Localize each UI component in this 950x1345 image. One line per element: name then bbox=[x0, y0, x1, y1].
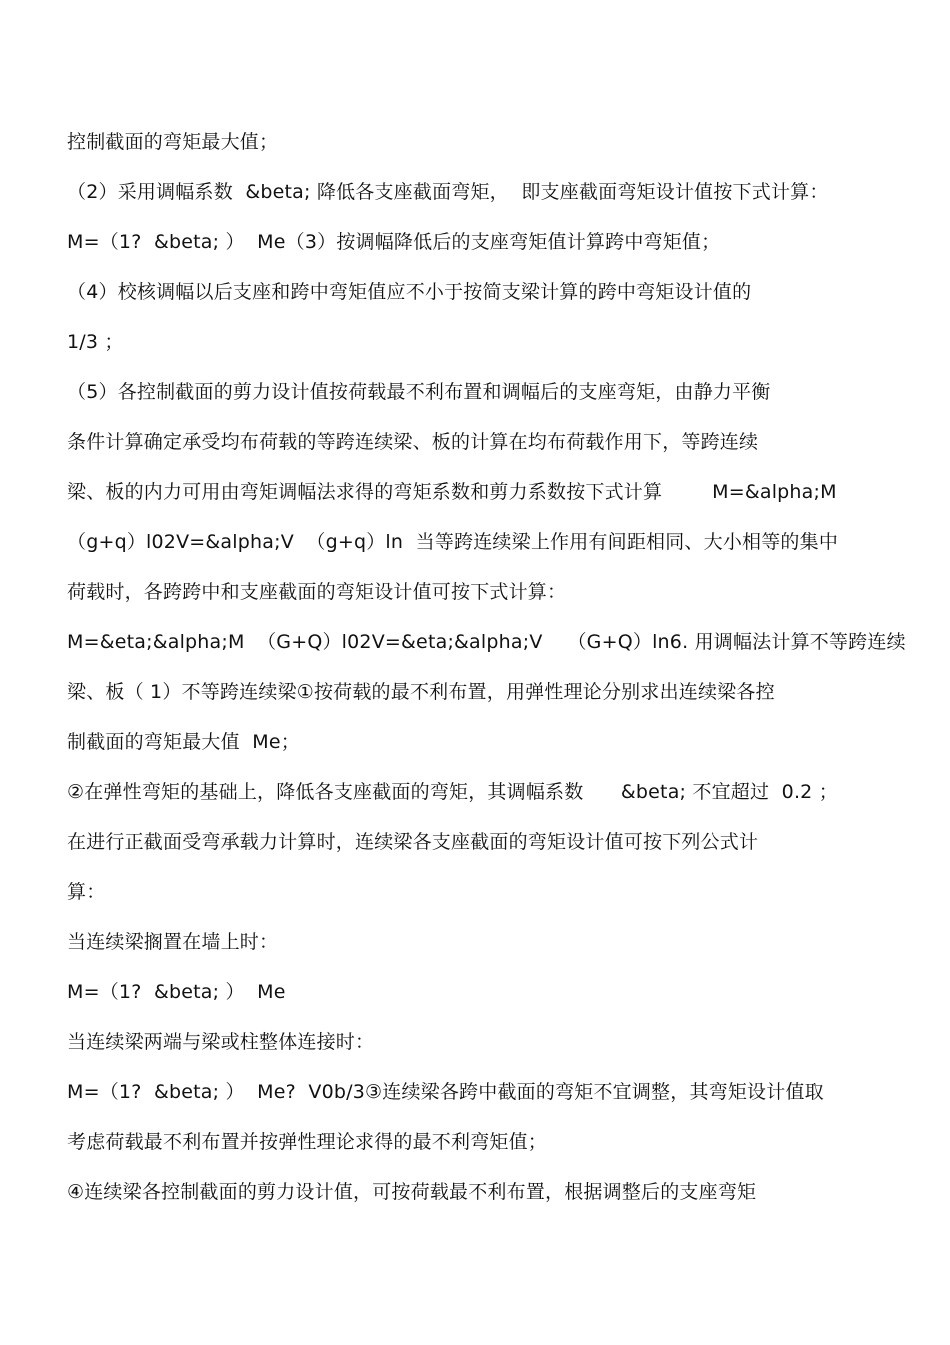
text-line: M=（1? &beta; ） Me bbox=[67, 981, 286, 1003]
text-line: M=（1? &beta; ） Me? V0b/3③连续梁各跨中截面的弯矩不宜调整，其弯矩设计值取 bbox=[67, 1081, 824, 1103]
text-line: 梁、板的内力可用由弯矩调幅法求得的弯矩系数和剪力系数按下式计算 M=&alpha;M bbox=[67, 481, 837, 503]
text-line: 当连续梁搁置在墙上时： bbox=[67, 931, 279, 953]
text-line: M=&eta;&alpha;M （G+Q）l02V=&eta;&alpha;V （G+Q）ln6. 用调幅法计算不等跨连续 bbox=[67, 631, 906, 653]
text-line: 荷载时，各跨跨中和支座截面的弯矩设计值可按下式计算： bbox=[67, 581, 567, 603]
text-line: 在进行正截面受弯承载力计算时，连续梁各支座截面的弯矩设计值可按下列公式计 bbox=[67, 831, 759, 853]
text-line: （4）校核调幅以后支座和跨中弯矩值应不小于按简支梁计算的跨中弯矩设计值的 bbox=[67, 281, 752, 303]
text-line: 考虑荷载最不利布置并按弹性理论求得的最不利弯矩值； bbox=[67, 1131, 548, 1153]
text-line: 1/3 ； bbox=[67, 331, 124, 353]
text-line: （2）采用调幅系数 &beta; 降低各支座截面弯矩， 即支座截面弯矩设计值按下式计算： bbox=[67, 181, 829, 203]
text-line: （5）各控制截面的剪力设计值按荷载最不利布置和调幅后的支座弯矩，由静力平衡 bbox=[67, 381, 771, 403]
text-line: 条件计算确定承受均布荷载的等跨连续梁、板的计算在均布荷载作用下，等跨连续 bbox=[67, 431, 759, 453]
text-line: 控制截面的弯矩最大值； bbox=[67, 131, 279, 153]
text-line: 梁、板（ 1）不等跨连续梁①按荷载的最不利布置，用弹性理论分别求出连续梁各控 bbox=[67, 681, 775, 703]
text-line: ②在弹性弯矩的基础上，降低各支座截面的弯矩，其调幅系数 &beta; 不宜超过 0.2 ； bbox=[67, 781, 838, 803]
text-line: （g+q）l02V=&alpha;V （g+q）ln 当等跨连续梁上作用有间距相同、大小相等的集中 bbox=[67, 531, 839, 553]
text-line: 当连续梁两端与梁或柱整体连接时： bbox=[67, 1031, 375, 1053]
text-line: ④连续梁各控制截面的剪力设计值，可按荷载最不利布置，根据调整后的支座弯矩 bbox=[67, 1181, 757, 1203]
text-line: 算： bbox=[67, 881, 106, 903]
text-line: M=（1? &beta; ） Me（3）按调幅降低后的支座弯矩值计算跨中弯矩值； bbox=[67, 231, 721, 253]
text-line: 制截面的弯矩最大值 Me； bbox=[67, 731, 300, 753]
